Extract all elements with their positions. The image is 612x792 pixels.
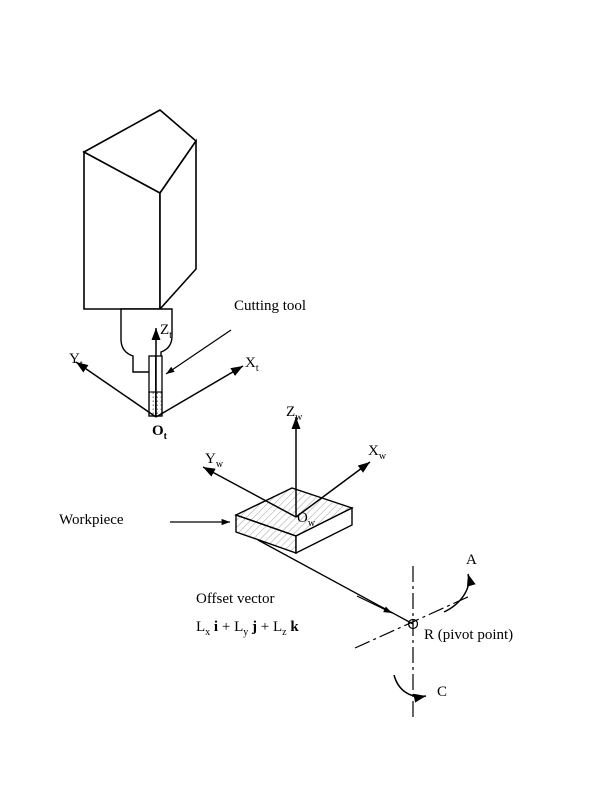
pivot-point-label: R (pivot point) xyxy=(424,627,514,643)
workpiece-label: Workpiece xyxy=(59,512,124,528)
workpiece-body xyxy=(236,488,352,553)
workpiece-origin-label: $O_w$ xyxy=(297,510,316,529)
cutting-tool-leader xyxy=(166,330,231,374)
workpiece-z-axis-label: $Z_w$ xyxy=(286,404,303,423)
cutting-tool-label: Cutting tool xyxy=(234,298,307,314)
a-axis-label: A xyxy=(466,552,477,568)
tool-y-axis-label: $Y_t$ xyxy=(69,351,83,370)
spindle-head xyxy=(84,110,196,309)
tool-z-axis-label: $Z_t$ xyxy=(160,322,172,341)
offset-vector-label: Offset vector xyxy=(196,591,275,607)
workpiece-y-axis-label: $Y_w$ xyxy=(205,451,224,470)
offset-vector-leader xyxy=(357,596,392,613)
c-rotation-arrow xyxy=(394,675,426,697)
c-axis-label: C xyxy=(437,684,448,700)
offset-vector-equation: $L_x$ $i + L_y$ $j + L_z$ k xyxy=(196,619,299,638)
tool-origin-label: $O_t$ xyxy=(152,423,168,442)
workpiece-x-axis-label: $X_w$ xyxy=(368,443,387,462)
tool-x-axis-label: $X_t$ xyxy=(245,355,259,374)
